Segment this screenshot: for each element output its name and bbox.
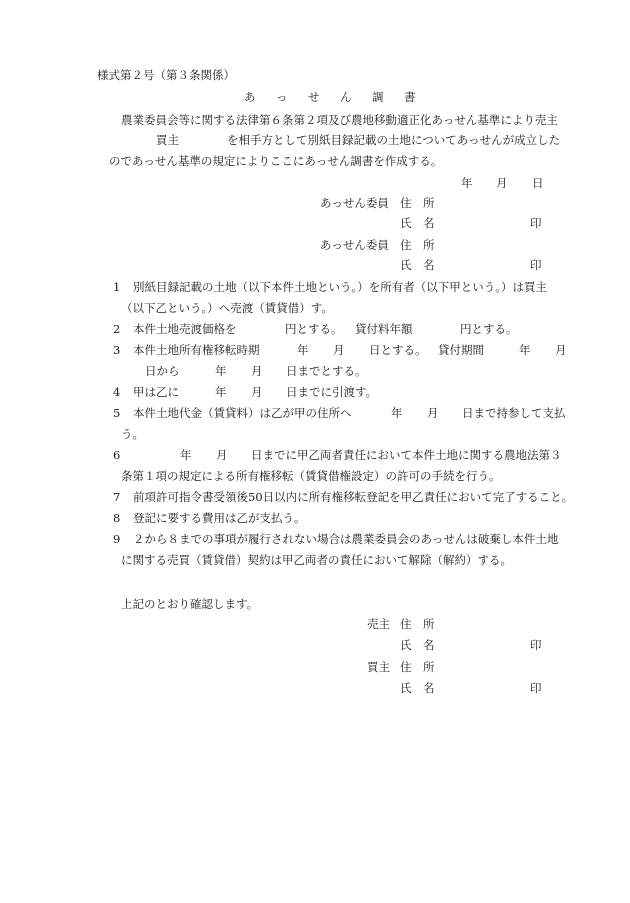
item-3-year-2: 年: [519, 343, 531, 357]
mediator-2-name-label: 氏 名: [400, 258, 435, 272]
form-number: 様式第２号（第３条関係）: [97, 68, 235, 82]
intro-buyer-label: 買主: [156, 133, 179, 147]
item-1-line-1: 別紙目録記載の土地（以下本件土地という。）を所有者（以下甲という。）は買主: [133, 280, 547, 294]
item-3-period-label: 貸付期間: [438, 343, 484, 357]
intro-line-1: 農業委員会等に関する法律第６条第２項及び農地移動適正化あっせん基準により売主: [121, 113, 558, 127]
buyer-name-label: 氏 名: [400, 681, 435, 695]
item-2-rent-label: 貸付料年額: [355, 322, 413, 336]
item-3-day-text: 日とする。: [369, 343, 427, 357]
mediator-1-address-label: 住 所: [400, 196, 435, 210]
title-char: 書: [404, 90, 416, 104]
item-3-transfer-label: 本件土地所有権移転時期: [133, 343, 260, 357]
item-5-line-2: う。: [121, 427, 144, 441]
title-char: あ: [244, 90, 256, 104]
item-3-line-2-from: 日から: [145, 364, 180, 378]
item-4-deliver-text: 日までに引渡す。: [286, 385, 378, 399]
item-5-year: 年: [391, 406, 403, 420]
item-4-month: 月: [251, 385, 263, 399]
item-4-year: 年: [215, 385, 227, 399]
item-2-number: 2: [113, 322, 121, 336]
item-1-line-2: （以下乙という。）へ売渡（賃貸借）す。: [121, 301, 333, 315]
buyer-role: 買主: [367, 660, 390, 674]
item-1-number: 1: [113, 280, 121, 294]
date-day: 日: [532, 176, 544, 190]
item-3-year: 年: [297, 343, 309, 357]
item-6-text: 日までに甲乙両者責任において本件土地に関する農地法第３: [251, 448, 562, 462]
item-2-rent-unit: 円とする。: [460, 322, 518, 336]
item-5-pay-text: 日まで持参して支払: [462, 406, 566, 420]
item-6-number: 6: [113, 448, 121, 462]
item-7-text: 前項許可指令書受領後50日以内に所有権移転登記を甲乙責任において完了すること。: [133, 490, 574, 504]
seller-seal: 印: [530, 638, 542, 652]
item-3-line-2-until: 日までとする。: [286, 364, 367, 378]
mediator-1-seal: 印: [530, 216, 542, 230]
title-char: 調: [372, 90, 384, 104]
buyer-seal: 印: [530, 681, 542, 695]
intro-line-3: のであっせん基準の規定によりここにあっせん調書を作成する。: [109, 154, 443, 168]
item-2-price-unit: 円とする。: [285, 322, 343, 336]
item-9-line-1: ２から８までの事項が履行されない場合は農業委員会のあっせんは破棄し本件土地: [133, 532, 559, 546]
mediator-2-address-label: 住 所: [400, 238, 435, 252]
item-7-number: 7: [113, 490, 121, 504]
item-2-price-label: 本件土地売渡価格を: [133, 322, 237, 336]
seller-name-label: 氏 名: [400, 638, 435, 652]
item-5-month: 月: [427, 406, 439, 420]
buyer-address-label: 住 所: [400, 660, 435, 674]
item-3-month: 月: [333, 343, 345, 357]
date-month: 月: [496, 176, 508, 190]
mediator-1-name-label: 氏 名: [400, 216, 435, 230]
mediator-2-role: あっせん委員: [320, 238, 389, 252]
title-char: せ: [308, 90, 320, 104]
item-5-text: 本件土地代金（賃貸料）は乙が甲の住所へ: [133, 406, 352, 420]
intro-line-2: を相手方として別紙目録記載の土地についてあっせんが成立した: [227, 133, 561, 147]
item-4-text: 甲は乙に: [133, 385, 179, 399]
item-5-number: 5: [113, 406, 121, 420]
item-6-line-2: 条第１項の規定による所有権移転（賃貸借権設定）の許可の手続を行う。: [121, 469, 501, 483]
mediator-1-role: あっせん委員: [320, 196, 389, 210]
title-char: ん: [340, 90, 352, 104]
seller-address-label: 住 所: [400, 617, 435, 631]
item-3-number: 3: [113, 343, 121, 357]
item-3-line-2-year: 年: [215, 364, 227, 378]
item-3-line-2-month: 月: [251, 364, 263, 378]
date-year: 年: [461, 176, 473, 190]
item-9-line-2: に関する売買（賃貸借）契約は甲乙両者の責任において解除（解約）する。: [121, 553, 512, 567]
item-8-number: 8: [113, 511, 121, 525]
title-char: っ: [276, 90, 288, 104]
document-title: [244, 90, 416, 104]
item-4-number: 4: [113, 385, 121, 399]
item-9-number: 9: [113, 532, 121, 546]
item-8-text: 登記に要する費用は乙が支払う。: [133, 511, 306, 525]
item-3-month-2: 月: [555, 343, 567, 357]
mediator-2-seal: 印: [530, 258, 542, 272]
confirmation-text: 上記のとおり確認します。: [121, 597, 259, 611]
seller-role: 売主: [367, 617, 390, 631]
item-6-year: 年: [180, 448, 192, 462]
item-6-month: 月: [216, 448, 228, 462]
